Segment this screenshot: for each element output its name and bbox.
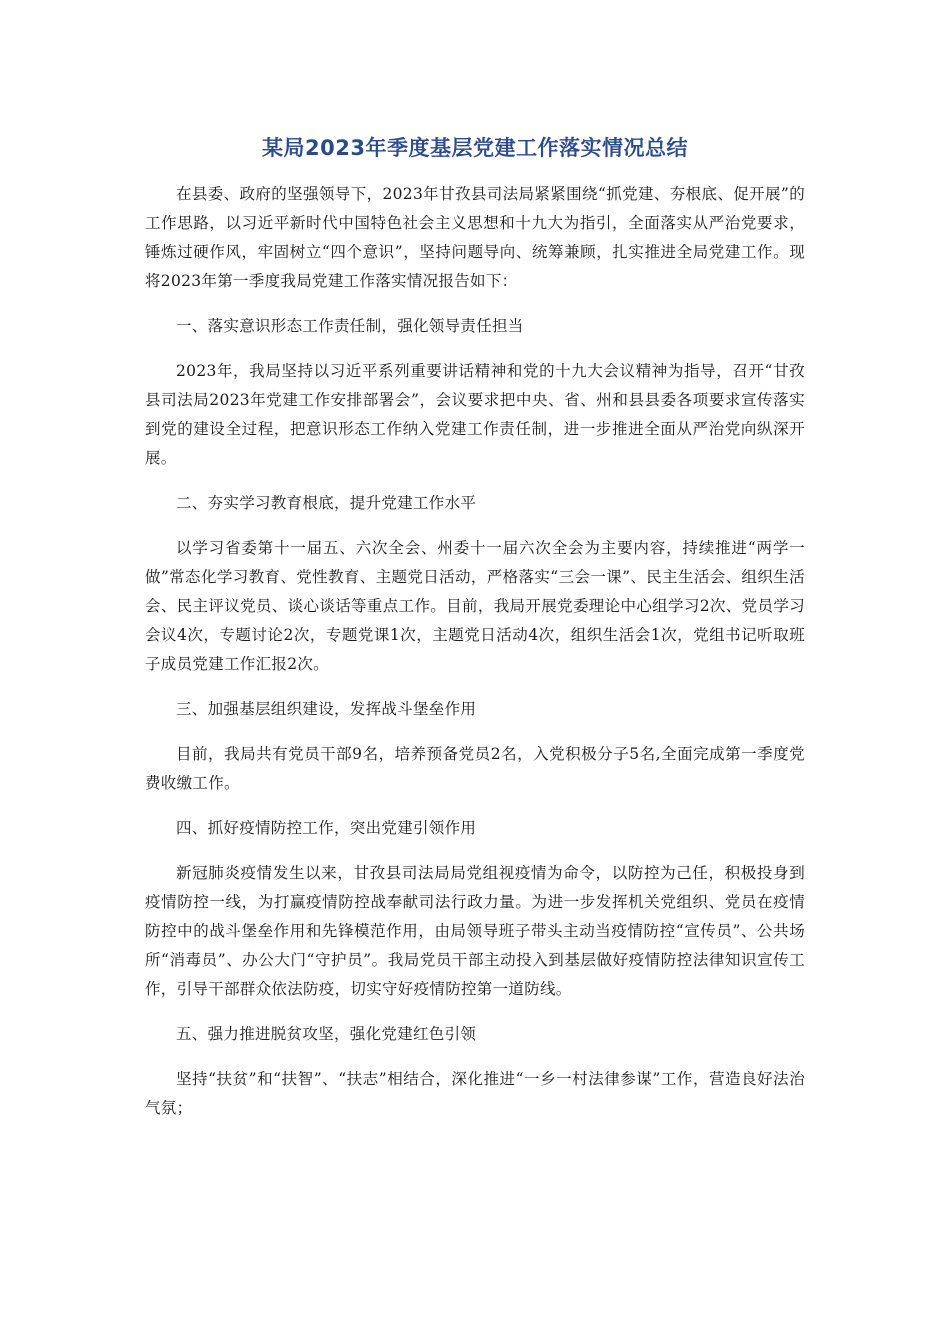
document-page (145, 130, 805, 1123)
section-4-body: 新冠肺炎疫情发生以来，甘孜县司法局局党组视疫情为命令，以防控为己任，积极投身到疫情防控一线，为打赢疫情防控战奉献司法行政力量。为进一步发挥机关党组织、党员在疫情防控中的战斗堡垒作用和先锋模范作用，由局领导班子带头主动当疫情防控“宣传员”、公共场所“消毒员”、办公大门“守护员”。我局党员干部主动投入到基层做好疫情防控法律知识宣传工作，引导干部群众依法防疫，切实守好疫情防控第一道防线。 (145, 864, 805, 998)
intro-paragraph: 在县委、政府的坚强领导下，2023年甘孜县司法局紧紧围绕“抓党建、夯根底、促开展”的工作思路，以习近平新时代中国特色社会主义思想和十九大为指引，全面落实从严治党要求，锤炼过硬作风，牢固树立“四个意识”，坚持问题导向、统筹兼顾，扎实推进全局党建工作。现将2023年第一季度我局党建工作落实情况报告如下： (145, 185, 805, 290)
section-2-body: 以学习省委第十一届五、六次全会、州委十一届六次全会为主要内容，持续推进“两学一做”常态化学习教育、党性教育、主题党日活动，严格落实“三会一课”、民主生活会、组织生活会、民主评议党员、谈心谈话等重点工作。目前，我局开展党委理论中心组学习2次、党员学习会议4次，专题讨论2次，专题党课1次，主题党日活动4次，组织生活会1次，党组书记听取班子成员党建工作汇报2次。 (145, 539, 805, 673)
section-4-heading: 四、抓好疫情防控工作，突出党建引领作用 (176, 819, 477, 837)
document-title: 某局2023年季度基层党建工作落实情况总结 (262, 136, 688, 160)
section-5-heading: 五、强力推进脱贫攻坚，强化党建红色引领 (176, 1025, 477, 1043)
section-2-heading: 二、夯实学习教育根底，提升党建工作水平 (176, 494, 477, 512)
section-3-heading: 三、加强基层组织建设，发挥战斗堡垒作用 (176, 700, 477, 718)
section-5-body: 坚持“扶贫”和“扶智”、“扶志”相结合，深化推进“一乡一村法律参谋”工作，营造良好法治气氛； (145, 1070, 805, 1117)
section-1-body: 2023年，我局坚持以习近平系列重要讲话精神和党的十九大会议精神为指导，召开“甘孜县司法局2023年党建工作安排部署会”，会议要求把中央、省、州和县县委各项要求宣传落实到党的建设全过程，把意识形态工作纳入党建工作责任制，进一步推进全面从严治党向纵深开展。 (145, 362, 805, 467)
section-3-body: 目前，我局共有党员干部9名，培养预备党员2名，入党积极分子5名,全面完成第一季度党费收缴工作。 (145, 745, 805, 792)
section-1-heading: 一、落实意识形态工作责任制，强化领导责任担当 (176, 317, 524, 335)
